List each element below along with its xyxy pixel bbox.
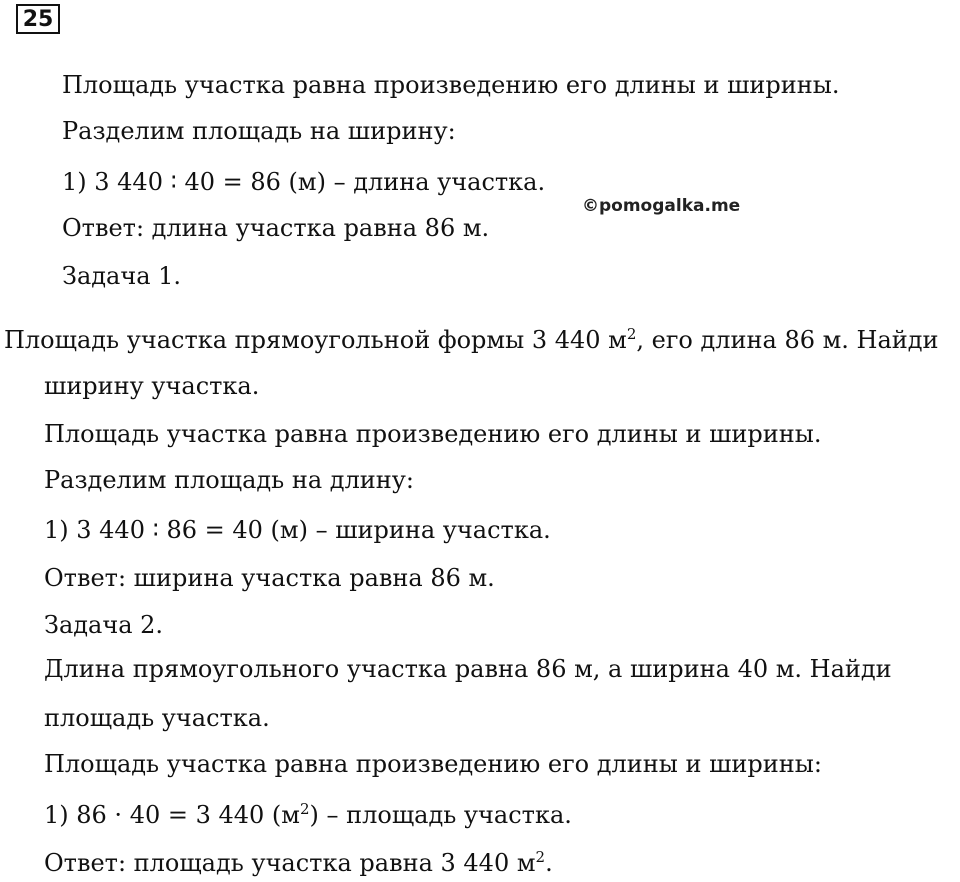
text-segment: 1) 86 · 40 = 3 440 (м: [44, 801, 300, 829]
text-line: Ответ: длина участка равна 86 м.: [62, 214, 490, 242]
text-line: Ответ: ширина участка равна 86 м.: [44, 564, 495, 592]
superscript: 2: [626, 325, 637, 343]
watermark: ©pomogalka.me: [582, 196, 741, 216]
superscript: 2: [535, 848, 546, 866]
text-line: Длина прямоугольного участка равна 86 м, а ширина 40 м. Найди: [44, 655, 892, 683]
text-line: 1) 3 440 ∶ 40 = 86 (м) – длина участка.: [62, 168, 546, 196]
text-segment: Площадь участка прямоугольной формы 3 440 м: [4, 326, 627, 354]
text-line: Разделим площадь на ширину:: [62, 117, 456, 145]
text-line: [44, 848, 553, 878]
text-line: площадь участка.: [44, 704, 270, 732]
text-line: 1) 3 440 ∶ 86 = 40 (м) – ширина участка.: [44, 516, 551, 544]
problem-number-badge: 25: [16, 4, 60, 34]
text-line: Площадь участка равна произведению его длины и ширины.: [44, 420, 822, 448]
text-line: Площадь участка равна произведению его длины и ширины:: [44, 750, 822, 778]
text-segment: .: [545, 849, 553, 877]
text-line: ширину участка.: [44, 372, 260, 400]
text-line: Площадь участка равна произведению его длины и ширины.: [62, 71, 840, 99]
text-segment: ) – площадь участка.: [309, 801, 572, 829]
text-line: Задача 1.: [62, 262, 182, 290]
text-line: Разделим площадь на длину:: [44, 466, 415, 494]
text-line: [4, 325, 939, 355]
text-segment: Ответ: площадь участка равна 3 440 м: [44, 849, 536, 877]
text-segment: , его длина 86 м. Найди: [636, 326, 939, 354]
superscript: 2: [299, 800, 310, 818]
text-line: [44, 800, 572, 830]
text-line: Задача 2.: [44, 611, 164, 639]
